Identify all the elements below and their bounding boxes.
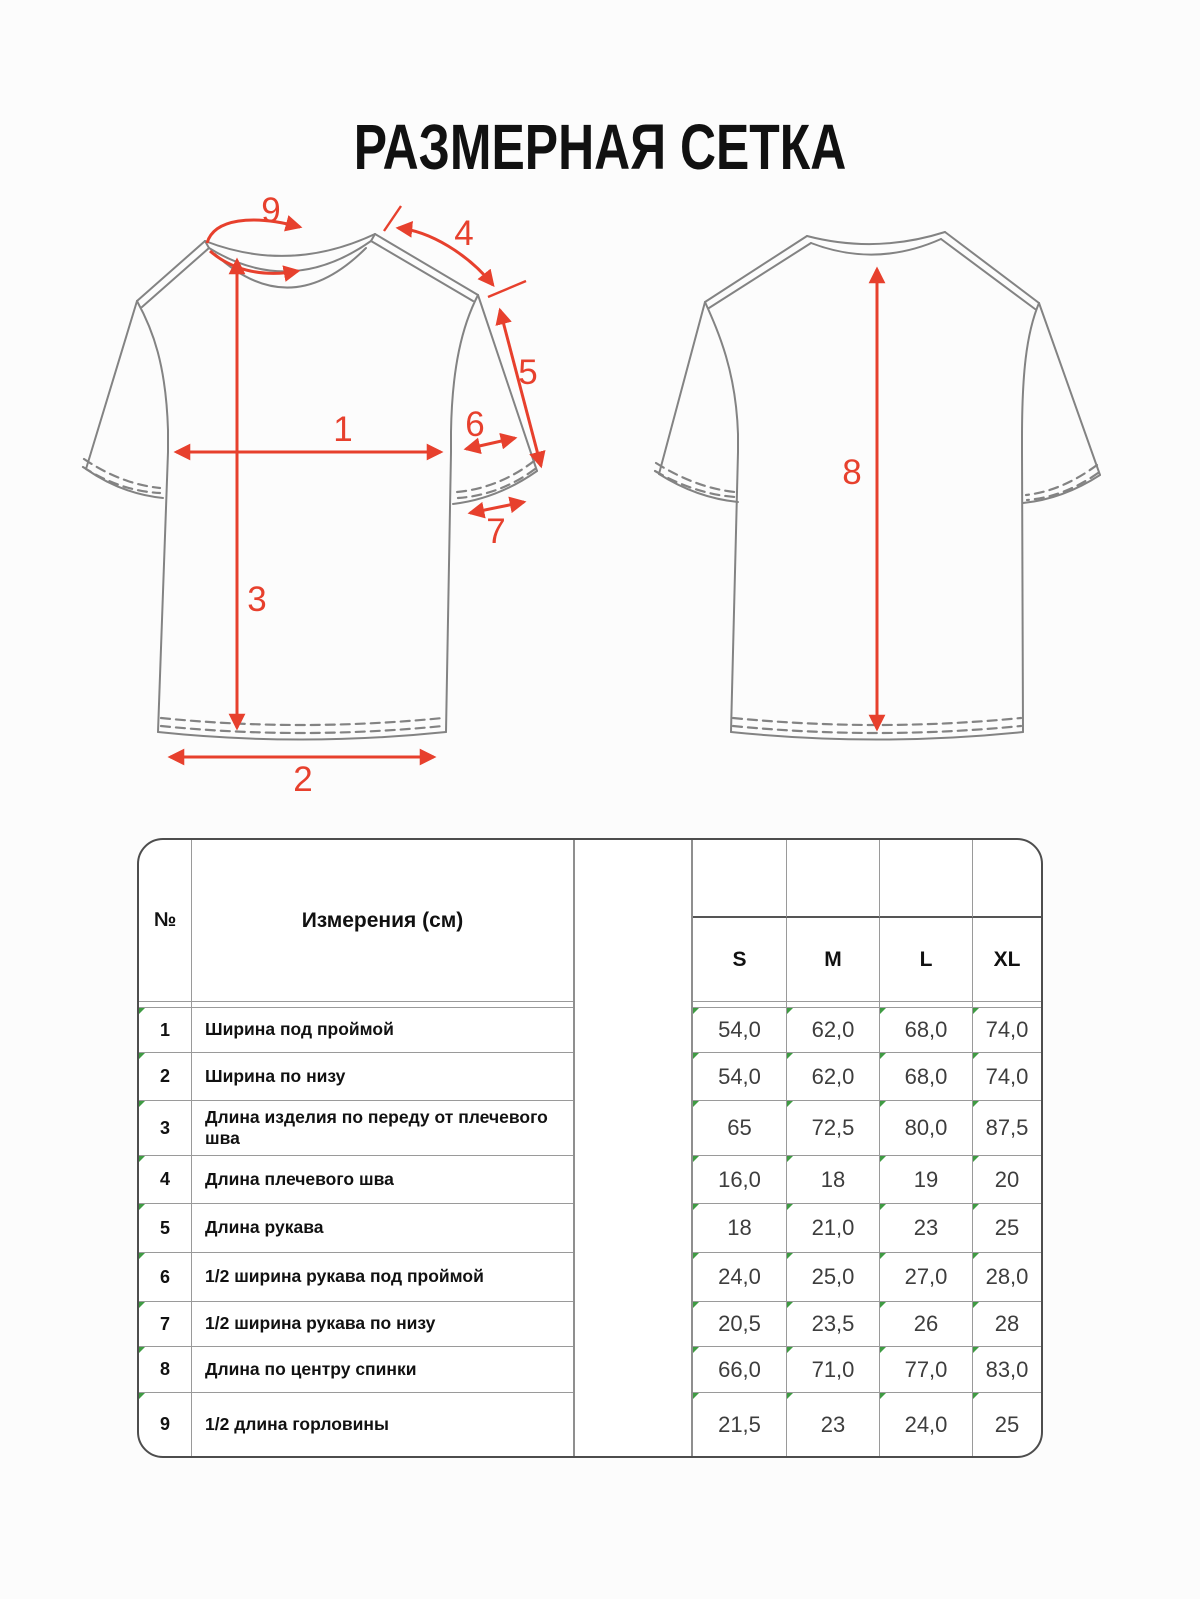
value-xl: 74,0 (972, 1008, 1041, 1053)
measure-label-3: 3 (247, 580, 267, 619)
measurement-name: Длина рукава (192, 1204, 573, 1253)
value-l: 68,0 (879, 1053, 972, 1101)
row-number: 1 (139, 1008, 192, 1053)
row-number: 4 (139, 1156, 192, 1204)
value-m: 21,0 (786, 1204, 879, 1253)
value-m: 25,0 (786, 1253, 879, 1302)
front-shirt-drawing (83, 234, 537, 740)
dimension-arrows (170, 206, 877, 757)
value-s: 20,5 (693, 1302, 786, 1347)
value-xl: 28,0 (972, 1253, 1041, 1302)
row-number: 8 (139, 1347, 192, 1393)
value-m: 23 (786, 1393, 879, 1456)
measure-label-2: 2 (293, 760, 313, 799)
value-s: 54,0 (693, 1053, 786, 1101)
value-l: 24,0 (879, 1393, 972, 1456)
row-number: 2 (139, 1053, 192, 1101)
size-header-l: L (879, 918, 972, 1002)
measurement-name: Ширина по низу (192, 1053, 573, 1101)
page-title: РАЗМЕРНАЯ СЕТКА (353, 111, 847, 183)
row-number: 5 (139, 1204, 192, 1253)
value-xl: 25 (972, 1204, 1041, 1253)
value-l: 27,0 (879, 1253, 972, 1302)
row-number: 9 (139, 1393, 192, 1456)
measure-label-8: 8 (842, 453, 862, 492)
measurement-name: 1/2 длина горловины (205, 1413, 389, 1434)
measurement-name: Длина плечевого шва (192, 1156, 573, 1204)
value-l: 19 (879, 1156, 972, 1204)
value-xl: 20 (972, 1156, 1041, 1204)
row-number: 7 (139, 1302, 192, 1347)
value-l: 26 (879, 1302, 972, 1347)
measure-column-header: Измерения (см) (192, 840, 573, 1002)
value-xl: 25 (972, 1393, 1041, 1456)
value-l: 68,0 (879, 1008, 972, 1053)
value-xl: 83,0 (972, 1347, 1041, 1393)
value-m: 62,0 (786, 1053, 879, 1101)
value-s: 18 (693, 1204, 786, 1253)
measure-label-5: 5 (518, 353, 538, 392)
size-table (137, 838, 1043, 1458)
spacer-cell (879, 840, 972, 918)
size-header-xl: XL (972, 918, 1041, 1002)
sizes-columns (691, 840, 1041, 1456)
dimension-number-labels (247, 191, 861, 799)
measure-label-6: 6 (465, 405, 485, 444)
row-number: 6 (139, 1253, 192, 1302)
value-s: 24,0 (693, 1253, 786, 1302)
value-xl: 74,0 (972, 1053, 1041, 1101)
measurements-columns (139, 840, 575, 1456)
measurement-name: Ширина под проймой (192, 1008, 573, 1053)
value-m: 72,5 (786, 1101, 879, 1156)
measurement-name: Длина изделия по переду от плечевого шва (192, 1101, 573, 1156)
measure-label-1: 1 (333, 410, 353, 449)
measurement-name: 1/2 ширина рукава под проймой (192, 1253, 573, 1302)
measure-label-9: 9 (261, 191, 281, 230)
value-s: 21,5 (693, 1393, 786, 1456)
value-m: 23,5 (786, 1302, 879, 1347)
measure-label-7: 7 (486, 512, 506, 551)
measurement-name: Длина по центру спинки (192, 1347, 573, 1393)
value-s: 66,0 (693, 1347, 786, 1393)
value-l: 77,0 (879, 1347, 972, 1393)
value-l: 80,0 (879, 1101, 972, 1156)
num-column-header: № (139, 840, 192, 1002)
spacer-cell (693, 840, 786, 918)
front-stitch-lines (83, 459, 535, 733)
value-s: 54,0 (693, 1008, 786, 1053)
measure-arrow-9a (207, 220, 300, 243)
value-m: 18 (786, 1156, 879, 1204)
value-xl: 87,5 (972, 1101, 1041, 1156)
spacer-cell (786, 840, 879, 918)
value-m: 62,0 (786, 1008, 879, 1053)
spacer-cell (972, 840, 1041, 918)
value-xl: 28 (972, 1302, 1041, 1347)
size-header-s: S (693, 918, 786, 1002)
measure-label-4: 4 (454, 214, 474, 253)
value-s: 16,0 (693, 1156, 786, 1204)
size-header-m: M (786, 918, 879, 1002)
value-l: 23 (879, 1204, 972, 1253)
value-m: 71,0 (786, 1347, 879, 1393)
value-s: 65 (693, 1101, 786, 1156)
measurement-name: 1/2 ширина рукава по низу (192, 1302, 573, 1347)
row-number: 3 (139, 1101, 192, 1156)
